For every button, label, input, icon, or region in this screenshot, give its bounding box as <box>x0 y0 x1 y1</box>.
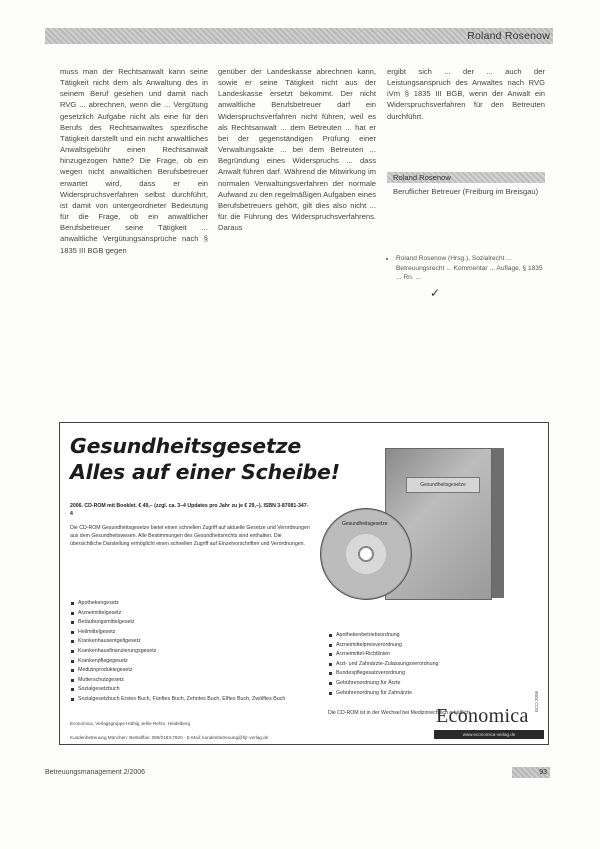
author-name-box: Roland Rosenow <box>387 172 545 183</box>
footnote <box>387 254 545 283</box>
column-2-text: genüber der Landeskasse abrechnen kann, sowie er seine Tätigkeit nicht aus der Landeskasse ersetzt bekommt. Der nicht anwaltliche Berufsbetreuer darf ein Widerspruchsverfahren nicht führen, weil es als Rechtsanwalt ... dem Betreuten ... hat er bei der gegenständigen Prüfung einer Verwaltungsakte ... bei dem Betreuten ... Begründung eines Widerspruchs ... dass Anwalt führen darf. Während die Mitwirkung im normalen Verwaltungsverfahren der normale Aufwand zu den regelmäßigen Aufgaben eines Berufsbetreuers gehört, gilt dies also nicht ... für die Führung des Widerspruchsverfahrens. Daraus <box>218 67 376 233</box>
product-box-side <box>490 448 504 598</box>
column-1-text: muss man der Rechtsanwalt kann seine Tätigkeit nicht dem als Anwaltung des in seinem Beruf gesehen und damit nach RVG ... abrechnen, wenn die ... Vergütung gesetzlich Aufgabe nicht als eine für den Berufs des Rechtsanwaltes spezifische Tätigkeit darstellt und ein nicht anwaltliches Anwaltsgebühr einen Rechtsanwalt hinzugezogen hätte? Die Frage, ob ein wegen nicht anwaltlichen Berufsbetreuer erwartet wird, dass er ein Widerspruchsverfahren selbst durchführt, ist damit von untergeordneter Bedeutung für die Frage, ob ein anwaltlicher Berufsbetreuer seine Tätigkeit ... anwaltliche Vergütungsansprüche nach § 1835 III BGB gegen <box>60 67 208 255</box>
ad-law-list <box>70 599 310 705</box>
list-item: Arzneimittelpreisverordnung <box>328 641 498 651</box>
ad-order-info: Kundenbetreuung München: Bestellfax: 089/2183-7620 · E-Mail: kundenbetreuung@hjr-verlag.de <box>70 735 269 740</box>
product-box-label: Gesundheitsgesetze <box>406 477 480 493</box>
text-column-2 <box>218 66 376 233</box>
list-item: Apothekengesetz <box>70 599 310 609</box>
footer-journal: Betreuungsmanagement 2/2006 <box>45 769 146 776</box>
list-item: Krankenhausentgeltgesetz <box>70 637 310 647</box>
list-item: Krankenpflegegesetz <box>70 657 310 667</box>
footnote-text: • Roland Rosenow (Hrsg.), Sozialrecht ... Betreuungsrecht ... Kommentar ... Auflage, § 1835 ... Rn. ... <box>396 254 545 283</box>
economica-url: www.economica-verlag.de <box>434 730 544 739</box>
list-item: Arzt- und Zahnärzte-Zulassungsverordnung <box>328 660 498 670</box>
text-column-3 <box>387 66 545 122</box>
list-item: Mutterschutzgesetz <box>70 676 310 686</box>
list-item: Sozialgesetzbuch Erstes Buch, Fünftes Buch, Zehntes Buch, Elftes Buch, Zwölftes Buch <box>70 695 310 705</box>
advertisement <box>59 422 549 745</box>
list-item: Apothekenbetriebsordnung <box>328 631 498 641</box>
list-item: Medizinproduktegesetz <box>70 666 310 676</box>
ad-regulation-list <box>328 631 498 698</box>
list-item: Arzneimittelgesetz <box>70 609 310 619</box>
column-3-text: ergibt sich ... der ... auch der Leistungsanspruch des Anwaltes nach RVG iVm § 1835 III BGB, wenn der Anwalt ein Widerspruchsverfahren für den Betreuten durchführt. <box>387 67 545 121</box>
ad-headline-line1: Gesundheitsgesetze <box>70 434 302 458</box>
footer-page-number: 93 <box>512 767 550 778</box>
list-item: Sozialgesetzbuch <box>70 685 310 695</box>
ad-side-note: Die CD-ROM ist in der Wechsel bei Medizinrechtlich erhältlich. <box>328 710 472 716</box>
list-item: Krankenhausfinanzierungsgesetz <box>70 647 310 657</box>
ad-description: Die CD-ROM Gesundheitsgesetze bietet einen schnellen Zugriff auf aktuelle Gesetze und Verordnungen aus dem Gesundheitswesen. Alle Bestimmungen des Gesundheitsrechts sind enthalten. Die übersichtliche Darstellung ermöglicht einen schnellen Zugriff auf Einzelvorschriften und Verordnungen. <box>70 525 310 547</box>
text-column-1 <box>60 66 208 256</box>
list-item: Heilmittelgesetz <box>70 628 310 638</box>
ad-headline-line2: Alles auf einer Scheibe! <box>70 460 340 484</box>
list-item: Gebührenordnung für Ärzte <box>328 679 498 689</box>
list-item: Betäubungsmittelgesetz <box>70 618 310 628</box>
economica-logo: Economica <box>436 705 529 727</box>
list-item: Arzneimittel-Richtlinien <box>328 650 498 660</box>
ad-headline <box>70 433 370 485</box>
cd-label: Gesundheitsgesetze <box>342 521 388 527</box>
list-item: Bundespflegesatzverordnung <box>328 669 498 679</box>
list-item: Gebührenordnung für Zahnärzte <box>328 689 498 699</box>
handwritten-mark-icon: ✓ <box>430 286 441 300</box>
ad-code: ECO 2006 <box>534 691 539 713</box>
author-title: Beruflicher Betreuer (Freiburg im Breisgau) <box>393 187 539 196</box>
header-author: Roland Rosenow <box>467 30 550 42</box>
ad-publisher: Economica, Verlagsgruppe Hüthig Jehle Rehm, Heidelberg <box>70 721 191 726</box>
ad-product-info: 2006. CD-ROM mit Booklet. € 49,– (zzgl. ca. 3–4 Updates pro Jahr zu je € 29,–). ISBN 3-87081-347-4 <box>70 503 309 517</box>
